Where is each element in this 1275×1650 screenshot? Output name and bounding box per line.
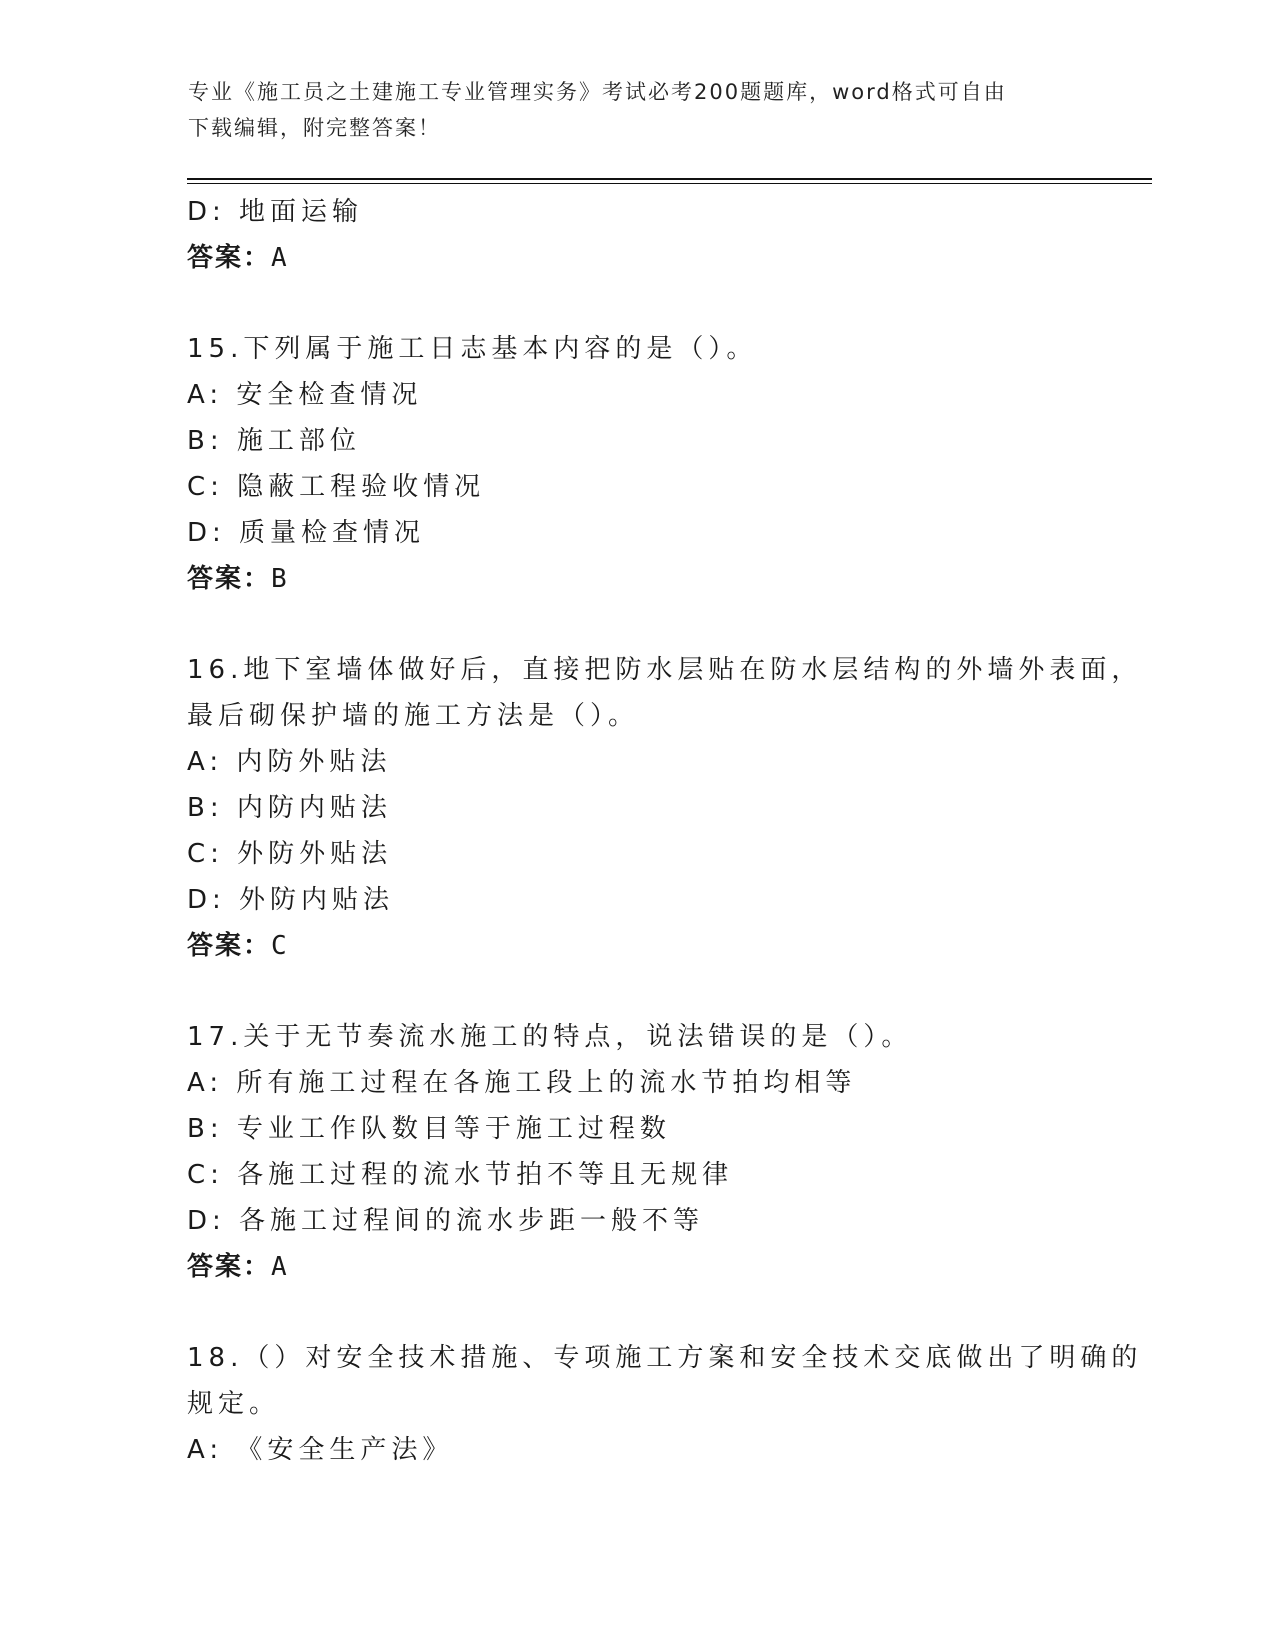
question-16-option-a: A: 内防外贴法 bbox=[187, 747, 392, 777]
question-15-answer bbox=[187, 556, 1087, 602]
question-17-answer bbox=[187, 1244, 1087, 1290]
spacer bbox=[187, 969, 1087, 1014]
question-content bbox=[187, 189, 1143, 1473]
spacer bbox=[187, 281, 1087, 326]
page-header bbox=[188, 74, 1088, 146]
question-15-option-d: D: 质量检查情况 bbox=[187, 518, 426, 548]
header-line-1: 专业《施工员之土建施工专业管理实务》考试必考200题题库，word格式可自由 bbox=[188, 80, 1007, 104]
question-16-stem-line-1: 16.地下室墙体做好后，直接把防水层贴在防水层结构的外墙外表面， bbox=[187, 655, 1143, 685]
answer-value: B bbox=[271, 564, 289, 594]
question-18-stem-line-1: 18.（）对安全技术措施、专项施工方案和安全技术交底做出了明确的 bbox=[187, 1343, 1143, 1373]
question-16-option-d: D: 外防内贴法 bbox=[187, 885, 395, 915]
question-18-stem-line-2: 规定。 bbox=[187, 1389, 281, 1419]
question-15-stem: 15.下列属于施工日志基本内容的是（）。 bbox=[187, 334, 758, 364]
question-15-option-c: C: 隐蔽工程验收情况 bbox=[187, 472, 486, 502]
question-15-option-b: B: 施工部位 bbox=[187, 426, 361, 456]
prev-answer bbox=[187, 235, 1087, 281]
spacer bbox=[187, 1290, 1087, 1335]
answer-value: A bbox=[271, 1252, 289, 1282]
question-16-option-c: C: 外防外贴法 bbox=[187, 839, 393, 869]
header-rule-thin bbox=[187, 183, 1152, 184]
question-16-answer bbox=[187, 923, 1087, 969]
question-16-option-b: B: 内防内贴法 bbox=[187, 793, 392, 823]
question-16-stem-line-2: 最后砌保护墙的施工方法是（）。 bbox=[187, 701, 640, 731]
question-17-stem: 17.关于无节奏流水施工的特点，说法错误的是（）。 bbox=[187, 1022, 913, 1052]
answer-value: C bbox=[271, 931, 289, 961]
question-18-option-a: A: 《安全生产法》 bbox=[187, 1435, 454, 1465]
answer-label: 答案： bbox=[187, 243, 272, 273]
question-17-option-a: A: 所有施工过程在各施工段上的流水节拍均相等 bbox=[187, 1068, 857, 1098]
header-line-2: 下载编辑，附完整答案！ bbox=[188, 116, 441, 140]
answer-label: 答案： bbox=[187, 931, 272, 961]
answer-label: 答案： bbox=[187, 564, 272, 594]
question-17-option-c: C: 各施工过程的流水节拍不等且无规律 bbox=[187, 1160, 734, 1190]
header-rule-thick bbox=[187, 178, 1152, 180]
question-17-option-d: D: 各施工过程间的流水步距一般不等 bbox=[187, 1206, 705, 1236]
answer-value: A bbox=[271, 243, 289, 273]
question-17-option-b: B: 专业工作队数目等于施工过程数 bbox=[187, 1114, 671, 1144]
prev-option-d: D: 地面运输 bbox=[187, 197, 364, 227]
spacer bbox=[187, 602, 1087, 647]
question-15-option-a: A: 安全检查情况 bbox=[187, 380, 423, 410]
answer-label: 答案： bbox=[187, 1252, 272, 1282]
